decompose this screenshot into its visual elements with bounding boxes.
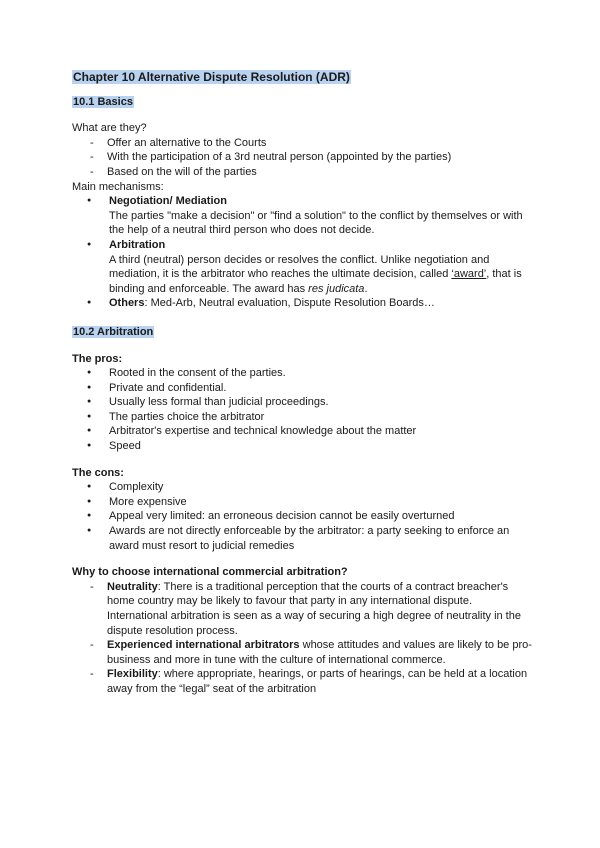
mechanism-title: Negotiation/ Mediation [109,195,227,208]
list-item: - Offer an alternative to the Courts [72,136,532,151]
mechanism-title: Others [109,297,145,310]
list-item: ● Awards are not directly enforceable by the arbitrator: a party seeking to enforce an award must resort to judicial remedies [72,524,532,553]
why-title: Neutrality [107,580,158,593]
list-item: ● Rooted in the consent of the parties. [72,366,532,381]
mechanism-others [72,296,532,311]
list-item: ● Appeal very limited: an erroneous decision cannot be easily overturned [72,509,532,524]
mechanism-negotiation [72,194,532,238]
section-heading-arbitration: 10.2 Arbitration [73,325,154,338]
why-item-flexibility [72,667,532,696]
document-body [72,70,532,697]
list-item: ● Private and confidential. [72,381,532,396]
mechanisms-label: Main mechanisms: [72,180,164,193]
mechanism-text: . [364,282,368,295]
list-item: ● Speed [72,439,532,454]
basics-question: What are they? [72,122,147,135]
pros-label: The pros: [72,352,123,365]
why-item-arbitrators [72,638,532,667]
list-item: ● Usually less formal than judicial proceedings. [72,395,532,410]
cons-label: The cons: [72,466,124,479]
res-judicata-term: res judicata [308,282,365,295]
award-term: ‘award’ [451,268,487,281]
basics-list [72,136,532,180]
section-heading-basics: 10.1 Basics [73,95,133,108]
mechanism-title: Arbitration [109,238,166,251]
mechanism-text: A third (neutral) person decides or resolves the conflict. Unlike negotiation and mediation, it is the arbitrator who reaches the ultimate decision, called [109,253,490,281]
list-item: ● More expensive [72,495,532,510]
why-list [72,580,532,697]
spacer [72,553,532,565]
list-item: ● Complexity [72,480,532,495]
cons-list [72,480,532,553]
why-title: Flexibility [107,668,158,681]
list-item: ● The parties choice the arbitrator [72,410,532,425]
spacer [72,311,532,325]
mechanism-text: The parties "make a decision" or "find a solution" to the conflict by themselves or with the help of a neutral third person who does not decide. [109,209,523,237]
list-item: - With the participation of a 3rd neutral person (appointed by the parties) [72,150,532,165]
mechanism-text: : Med-Arb, Neutral evaluation, Dispute Resolution Boards… [144,297,435,310]
list-item: - Based on the will of the parties [72,165,532,180]
mechanism-text: , that is binding and enforceable. The award has [109,268,522,295]
why-text: : There is a traditional perception that the courts of a contract breacher's home country may be likely to favour that party in any international dispute. International arbitration is seen as a way of securing a high degree of neutrality in the dispute resolution process. [107,580,521,637]
why-text: : where appropriate, hearings, or parts of hearings, can be held at a location away from the “legal” seat of the arbitration [107,668,528,695]
chapter-title: Chapter 10 Alternative Dispute Resolution (ADR) [73,70,350,84]
spacer [72,454,532,466]
pros-list [72,366,532,454]
why-item-neutrality [72,580,532,638]
why-label: Why to choose international commercial arbitration? [72,566,348,579]
why-text: whose attitudes and values are likely to be pro-business and more in tune with the culture of international commerce. [107,639,532,666]
mechanism-arbitration [72,238,532,296]
mechanisms-list [72,194,532,311]
why-title: Experienced international arbitrators [107,639,300,652]
list-item: ● Arbitrator's expertise and technical knowledge about the matter [72,424,532,439]
